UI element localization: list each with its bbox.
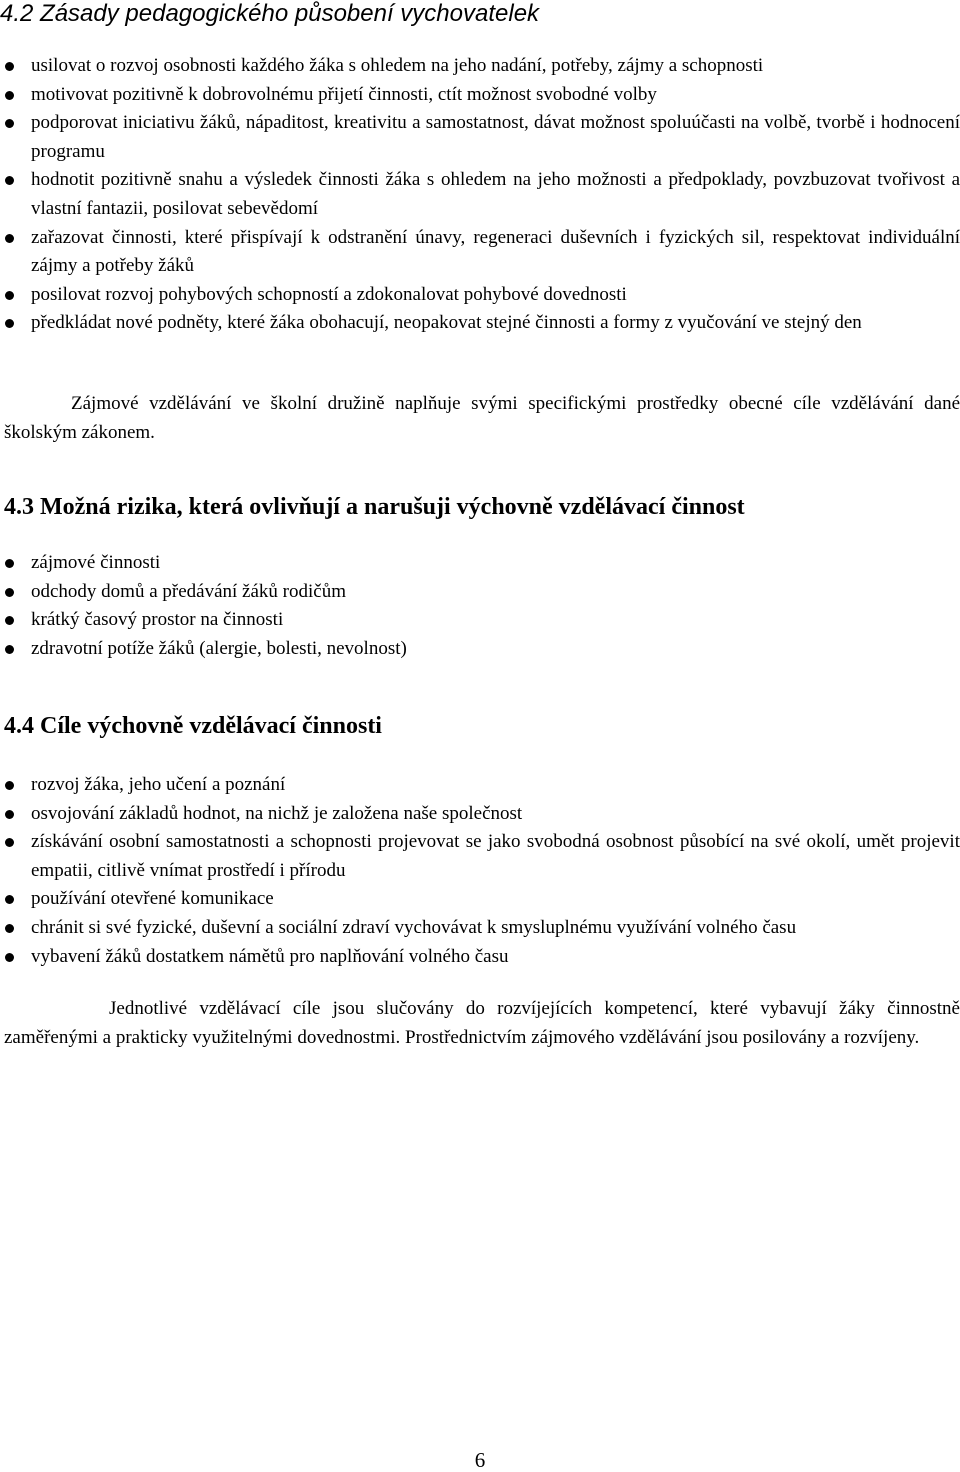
bullet-icon xyxy=(5,781,14,790)
list-item: vybavení žáků dostatkem námětů pro naplňování volného času xyxy=(0,943,960,972)
bullet-icon xyxy=(5,838,14,847)
bullet-icon xyxy=(5,559,14,568)
paragraph-vzdelavaci-cile: Jednotlivé vzdělávací cíle jsou slučovány do rozvíjejících kompetencí, které vybavují žáky činnostně zaměřenými a prakticky využitelnými dovednostmi. Prostřednictvím zájmového vzdělávání jsou posilovány a rozvíjeny. xyxy=(4,998,960,1048)
bullet-icon xyxy=(5,119,14,128)
list-item: získávání osobní samostatnosti a schopnosti projevovat se jako svobodná osobnost působící na své okolí, umět projevit empatii, citlivě vnímat prostředí i přírodu xyxy=(0,828,960,885)
paragraph-zajmove-vzdelavani: Zájmové vzdělávání ve školní družině naplňuje svými specifickými prostředky obecné cíle vzdělávání dané školským zákonem. xyxy=(4,393,960,443)
list-item: podporovat iniciativu žáků, nápaditost, kreativitu a samostatnost, dávat možnost spoluúčasti na volbě, tvorbě i hodnocení programu xyxy=(0,109,960,166)
list-item: hodnotit pozitivně snahu a výsledek činnosti žáka s ohledem na jeho možnosti a předpoklady, povzbuzovat tvořivost a vlastní fantazii, posilovat sebevědomí xyxy=(0,166,960,223)
list-item: osvojování základů hodnot, na nichž je založena naše společnost xyxy=(0,800,960,829)
list-item: motivovat pozitivně k dobrovolnému přijetí činnosti, ctít možnost svobodné volby xyxy=(0,81,960,110)
bullet-icon xyxy=(5,62,14,71)
page-number: 6 xyxy=(474,1448,486,1472)
section-heading-4-2: 4.2 Zásady pedagogického působení vychovatelek xyxy=(0,0,540,27)
bullet-icon xyxy=(5,319,14,328)
bullet-icon xyxy=(5,895,14,904)
list-item: zájmové činnosti xyxy=(0,549,960,578)
list-item: rozvoj žáka, jeho učení a poznání xyxy=(0,771,960,800)
bullet-icon xyxy=(5,176,14,185)
bullet-icon xyxy=(5,645,14,654)
list-item: používání otevřené komunikace xyxy=(0,885,960,914)
list-item: předkládat nové podněty, které žáka obohacují, neopakovat stejné činnosti a formy z vyučování ve stejný den xyxy=(0,309,960,338)
bullet-icon xyxy=(5,953,14,962)
section-heading-4-3: 4.3 Možná rizika, která ovlivňují a narušuji výchovně vzdělávací činnost xyxy=(4,494,745,520)
list-item: krátký časový prostor na činnosti xyxy=(0,606,960,635)
bullet-icon xyxy=(5,234,14,243)
list-item: zařazovat činnosti, které přispívají k odstranění únavy, regeneraci duševních i fyzických sil, respektovat individuální zájmy a potřeby žáků xyxy=(0,224,960,281)
list-item: posilovat rozvoj pohybových schopností a zdokonalovat pohybové dovednosti xyxy=(0,281,960,310)
goals-list xyxy=(0,771,960,971)
bullet-icon xyxy=(5,924,14,933)
list-item: usilovat o rozvoj osobnosti každého žáka s ohledem na jeho nadání, potřeby, zájmy a schopnosti xyxy=(0,52,960,81)
bullet-icon xyxy=(5,616,14,625)
risks-list xyxy=(0,549,960,663)
list-item: chránit si své fyzické, duševní a sociální zdraví vychovávat k smysluplnému využívání volného času xyxy=(0,914,960,943)
bullet-icon xyxy=(5,91,14,100)
bullet-icon xyxy=(5,291,14,300)
principles-list xyxy=(0,52,960,338)
bullet-icon xyxy=(5,810,14,819)
bullet-icon xyxy=(5,588,14,597)
list-item: zdravotní potíže žáků (alergie, bolesti, nevolnost) xyxy=(0,635,960,664)
section-heading-4-4: 4.4 Cíle výchovně vzdělávací činnosti xyxy=(4,713,382,739)
list-item: odchody domů a předávání žáků rodičům xyxy=(0,578,960,607)
